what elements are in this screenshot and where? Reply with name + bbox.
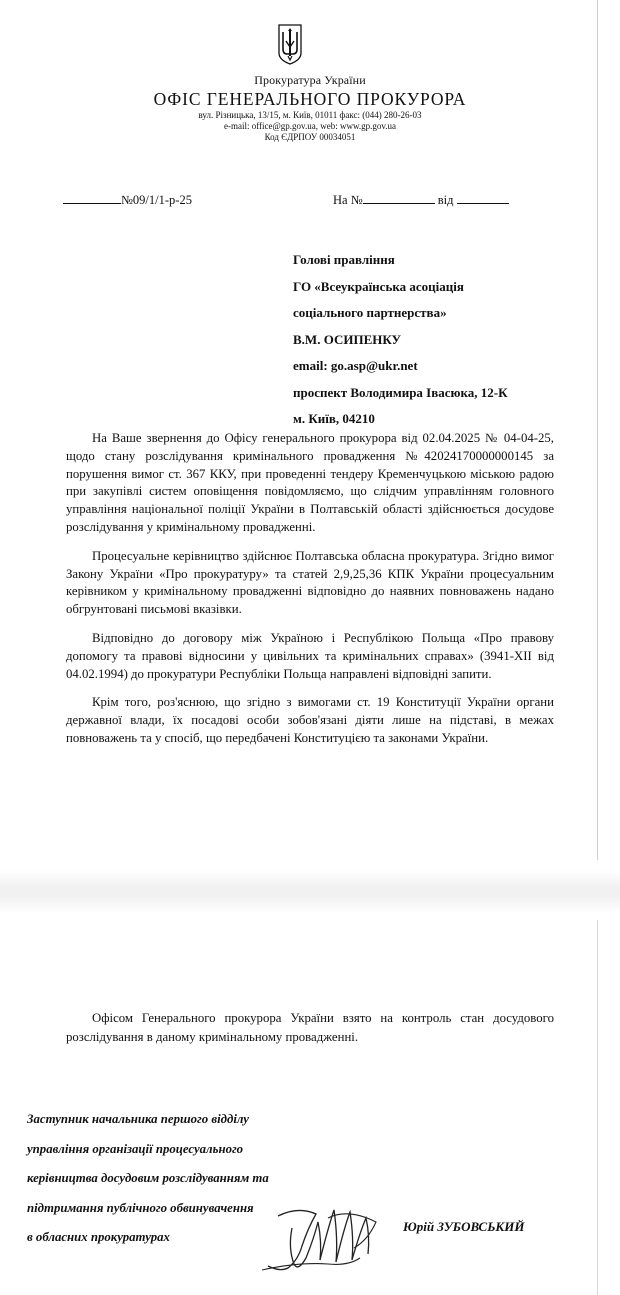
paragraph: На Ваше звернення до Офісу генерального прокурора від 02.04.2025 № 04-04-25, щодо стану розслідування кримінального провадження №42024170000000145 за порушення вимог ст. 367 ККУ, при проведенні тендеру Кременчуцькою міською радою при закупівлі систем оповіщення повідомляємо, що слідчим управлінням головного управління національної поліції України в Полтавській області здійснюється досудове розслідування у кримінальному провадженні.: [66, 431, 554, 534]
recipient-line: Голові правління: [293, 252, 395, 267]
org-name: ОФІС ГЕНЕРАЛЬНОГО ПРОКУРОРА: [153, 89, 467, 109]
address-line-3: Код ЄДРПОУ 00034051: [264, 132, 356, 142]
blank-line: [457, 193, 509, 204]
recipient-line: В.М. ОСИПЕНКУ: [293, 331, 402, 347]
reply-reference: [333, 193, 509, 208]
paragraph: Офісом Генерального прокурора України взято на контроль стан досудового розслідування в даному кримінальному провадженні.: [66, 1011, 554, 1044]
blank-line: [63, 193, 121, 204]
page-edge: [597, 920, 598, 1295]
letter-body-continued: [66, 1009, 554, 1047]
address-line-1: вул. Різницька, 13/15, м. Київ, 01011 факс: (044) 280-26-03: [198, 110, 422, 120]
recipient-line: соціального партнерства»: [293, 305, 447, 320]
paragraph: Крім того, роз'яснюю, що згідно з вимогами ст. 19 Конституції України органи державної влади, їх посадові особи зобов'язані діяти лише на підставі, в межах повноважень та у спосіб, що передбачені Конституцією та законами України.: [66, 695, 554, 745]
outgoing-number-text: №09/1/1-р-25: [121, 193, 192, 207]
paragraph: Відповідно до договору між Україною і Республікою Польща «Про правову допомогу та правові відносини у цивільних та кримінальних справах» (3941-XII від 04.02.1994) до прокуратури Республіки Польща направлені відповідні запити.: [66, 630, 554, 681]
page-separator: [0, 870, 620, 914]
reply-prefix: На №: [333, 193, 363, 207]
signer-name: Юрій ЗУБОВСЬКИЙ: [403, 1219, 525, 1234]
trident-icon: [276, 23, 304, 65]
position-line: підтримання публічного обвинувачення: [27, 1200, 254, 1215]
recipient-email: email: go.asp@ukr.net: [293, 358, 418, 373]
recipient-city: м. Київ, 04210: [293, 411, 375, 426]
recipient-address: проспект Володимира Івасюка, 12-К: [293, 384, 508, 400]
position-line: керівництва досудовим розслідуванням та: [27, 1171, 269, 1185]
position-line: Заступник начальника першого відділу: [27, 1112, 249, 1126]
outgoing-number: [63, 193, 192, 208]
recipient-line: ГО «Всеукраїнська асоціація: [293, 278, 464, 294]
position-line: в обласних прокуратурах: [27, 1230, 170, 1244]
letter-body: [66, 430, 554, 759]
paragraph: Процесуальне керівництво здійснює Полтавська обласна прокуратура. Згідно вимог Закону України «Про прокуратуру» та статей 2,9,25,36 КПК України процесуальним керівником у кримінальному провадженні відповідно до наявних повноважень надано обгрунтовані письмові вказівки.: [66, 548, 554, 617]
signature-icon: [258, 1188, 388, 1278]
reply-from: від: [437, 193, 454, 207]
position-line: управління організації процесуального: [27, 1141, 244, 1156]
recipient-block: [293, 247, 613, 433]
address-line-2: e-mail: office@gp.gov.ua, web: www.gp.gov.ua: [223, 121, 397, 131]
blank-line: [363, 193, 435, 204]
signer-position: [27, 1105, 269, 1253]
org-line-1: Прокуратура України: [254, 73, 366, 87]
